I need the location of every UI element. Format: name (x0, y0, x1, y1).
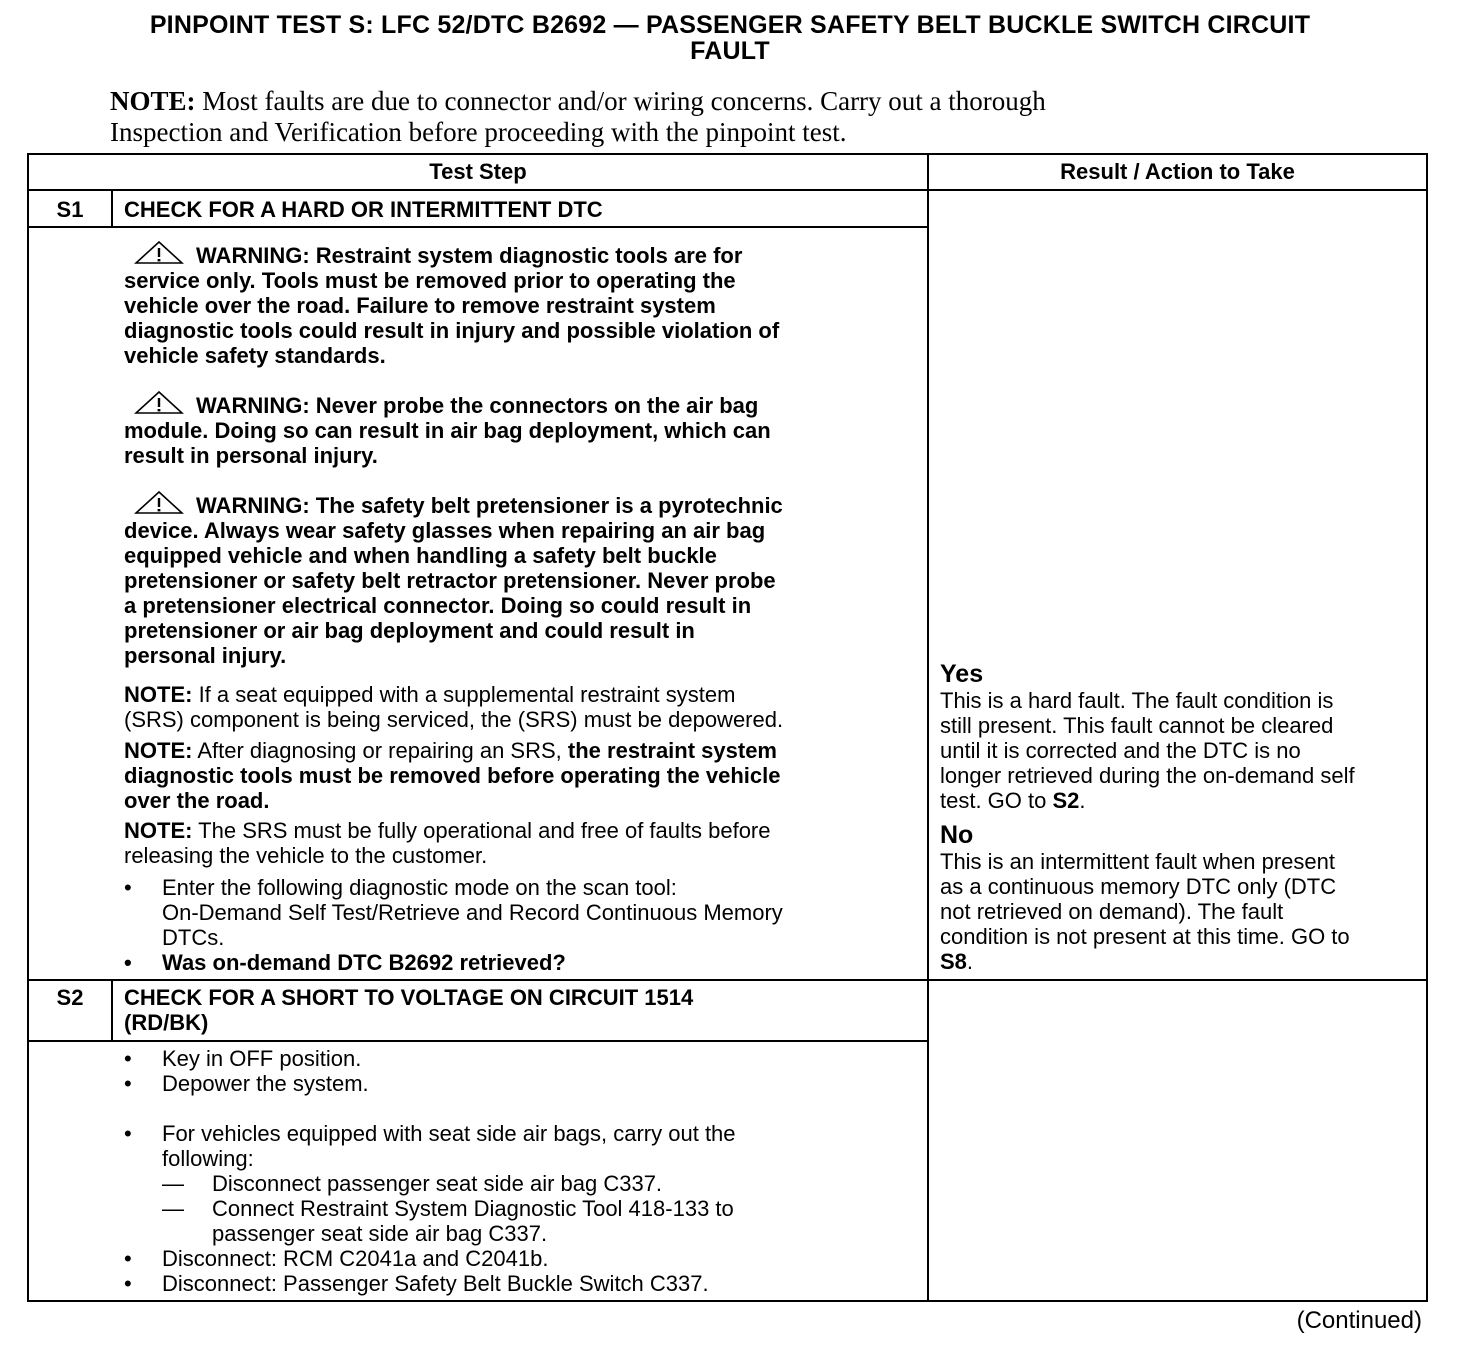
result-no-text (940, 849, 1425, 974)
note-2-line-1-plain: After diagnosing or repairing an SRS, (192, 738, 568, 763)
result-yes-last-plain: test. GO to (940, 788, 1053, 813)
result-no-line-1: This is an intermittent fault when present (940, 849, 1335, 874)
result-yes-last-end: . (1079, 788, 1086, 813)
goto-s8-link[interactable]: S8 (940, 949, 967, 974)
result-no-line-4: condition is not present at this time. GO to (940, 924, 1350, 949)
s2-dash-1-text: Disconnect passenger seat side air bag C337. (212, 1171, 663, 1196)
intro-note-line-2: Inspection and Verification before proceeding with the pinpoint test. (110, 117, 847, 147)
s2-bullet-2-text: Depower the system. (162, 1071, 369, 1096)
warning-1-line-1: WARNING: Restraint system diagnostic tools are for (196, 243, 743, 268)
header-result-action: Result / Action to Take (1060, 159, 1295, 184)
s2-bullet-3-line-2: following: (162, 1146, 254, 1171)
note-2 (124, 738, 780, 813)
bullet-mark: • (124, 950, 132, 975)
s1-bullet-1-line-2: On-Demand Self Test/Retrieve and Record Continuous Memory (162, 900, 783, 925)
bullet-mark: • (124, 1046, 132, 1071)
title-line-2: FAULT (690, 37, 770, 65)
step-title-s2-line-1: CHECK FOR A SHORT TO VOLTAGE ON CIRCUIT 1514 (124, 985, 694, 1010)
note-2-line-3: over the road. (124, 788, 270, 813)
note-1-line-1: If a seat equipped with a supplemental restraint system (192, 682, 736, 707)
result-no-line-2: as a continuous memory DTC only (DTC (940, 874, 1337, 899)
warning-2-line-3: result in personal injury. (124, 443, 378, 468)
warning-2-line-1: WARNING: Never probe the connectors on the air bag (196, 393, 759, 418)
warning-3-line-7: personal injury. (124, 643, 287, 668)
result-yes-text (940, 688, 1425, 813)
s2-bullet-3 (124, 1121, 914, 1171)
step-id-s1: S1 (56, 197, 84, 222)
warning-3 (124, 491, 783, 668)
result-no-line-3: not retrieved on demand). The fault (940, 899, 1284, 924)
s2-dash-1 (124, 1171, 914, 1196)
result-no-last-end: . (966, 949, 974, 974)
header-test-step: Test Step (429, 159, 527, 184)
warning-1-line-4: diagnostic tools could result in injury and possible violation of (124, 318, 780, 343)
dash-mark: — (162, 1171, 184, 1196)
result-yes-line-4: longer retrieved during the on-demand self (940, 763, 1355, 788)
note-3-line-2: releasing the vehicle to the customer. (124, 843, 488, 868)
warning-triangle-icon (134, 241, 184, 265)
s2-bullet-2 (124, 1071, 914, 1096)
bullet-mark: • (124, 1246, 132, 1271)
s1-bullet-2-text: Was on-demand DTC B2692 retrieved? (162, 950, 566, 975)
s2-dash-2-line-2: passenger seat side air bag C337. (212, 1221, 548, 1246)
warning-triangle-icon (134, 491, 184, 515)
s1-bullet-1-line-3: DTCs. (162, 925, 225, 950)
warning-3-line-1: WARNING: The safety belt pretensioner is a pyrotechnic (196, 493, 783, 518)
title-line-1: PINPOINT TEST S: LFC 52/DTC B2692 — PASSENGER SAFETY BELT BUCKLE SWITCH CIRCUIT (149, 11, 1311, 39)
continued-label: (Continued) (1296, 1307, 1422, 1334)
page-title (40, 12, 1420, 64)
s2-bullet-5 (124, 1271, 914, 1296)
note-3-line-1: The SRS must be fully operational and free of faults before (192, 818, 771, 843)
warning-1-line-2: service only. Tools must be removed prior to operating the (124, 268, 736, 293)
s2-bullet-4 (124, 1246, 914, 1271)
note-1-label: NOTE: (124, 682, 193, 707)
intro-note-line-1: Most faults are due to connector and/or wiring concerns. Carry out a thorough (195, 86, 1046, 116)
goto-s2-link[interactable]: S2 (1052, 788, 1080, 813)
intro-note (110, 86, 1360, 148)
note-2-label: NOTE: (124, 738, 193, 763)
s2-bullet-5-text: Disconnect: Passenger Safety Belt Buckle Switch C337. (162, 1271, 709, 1296)
result-no-heading: No (940, 821, 974, 849)
s2-bullet-1-text: Key in OFF position. (162, 1046, 362, 1071)
s1-bullet-1-line-1: Enter the following diagnostic mode on the scan tool: (162, 875, 677, 900)
warning-3-line-3: equipped vehicle and when handling a safety belt buckle (124, 543, 717, 568)
warning-3-line-6: pretensioner or air bag deployment and could result in (124, 618, 695, 643)
pinpoint-test-table (27, 153, 1428, 1302)
bullet-mark: • (124, 875, 132, 900)
result-yes-heading: Yes (940, 660, 984, 688)
note-3-label: NOTE: (124, 818, 193, 843)
s1-title-divider (29, 226, 927, 228)
note-2-line-2: diagnostic tools must be removed before operating the vehicle (124, 763, 781, 788)
step-title-s1: CHECK FOR A HARD OR INTERMITTENT DTC (124, 197, 603, 222)
step-title-s2-line-2: (RD/BK) (124, 1010, 209, 1035)
warning-triangle-icon (134, 391, 184, 415)
warning-1-line-3: vehicle over the road. Failure to remove restraint system (124, 293, 716, 318)
bullet-mark: • (124, 1071, 132, 1096)
s1-s2-divider (29, 979, 1426, 981)
step-id-s2: S2 (56, 985, 84, 1010)
s1-bullet-2 (124, 950, 914, 975)
result-yes-line-2: still present. This fault cannot be cleared (940, 713, 1334, 738)
warning-3-line-2: device. Always wear safety glasses when repairing an air bag (124, 518, 766, 543)
s1-id-divider (111, 190, 113, 227)
warning-2 (124, 391, 771, 468)
s1-bullet-1 (124, 875, 914, 950)
s2-bullet-4-text: Disconnect: RCM C2041a and C2041b. (162, 1246, 549, 1271)
bullet-mark: • (124, 1121, 132, 1146)
intro-note-label: NOTE: (110, 86, 196, 116)
bullet-mark: • (124, 1271, 132, 1296)
warning-3-line-5: a pretensioner electrical connector. Doing so could result in (124, 593, 752, 618)
s2-dash-2 (124, 1196, 914, 1246)
note-2-line-1-bold: the restraint system (567, 738, 777, 763)
s2-title-divider (29, 1040, 927, 1042)
note-3 (124, 818, 771, 868)
s2-bullet-3-line-1: For vehicles equipped with seat side air bags, carry out the (162, 1121, 736, 1146)
result-yes-line-1: This is a hard fault. The fault condition is (940, 688, 1334, 713)
warning-1-line-5: vehicle safety standards. (124, 343, 386, 368)
s2-dash-2-line-1: Connect Restraint System Diagnostic Tool 418-133 to (212, 1196, 734, 1221)
note-1-line-2: (SRS) component is being serviced, the (SRS) must be depowered. (124, 707, 784, 732)
step-title-s2 (124, 985, 693, 1035)
column-divider (927, 155, 929, 1302)
warning-1 (124, 241, 779, 368)
note-1 (124, 682, 783, 732)
s2-id-divider (111, 980, 113, 1040)
warning-2-line-2: module. Doing so can result in air bag deployment, which can (124, 418, 771, 443)
dash-mark: — (162, 1196, 184, 1221)
warning-3-line-4: pretensioner or safety belt retractor pretensioner. Never probe (124, 568, 776, 593)
s2-bullet-1 (124, 1046, 914, 1071)
header-divider (29, 189, 1426, 191)
result-yes-line-3: until it is corrected and the DTC is no (940, 738, 1301, 763)
